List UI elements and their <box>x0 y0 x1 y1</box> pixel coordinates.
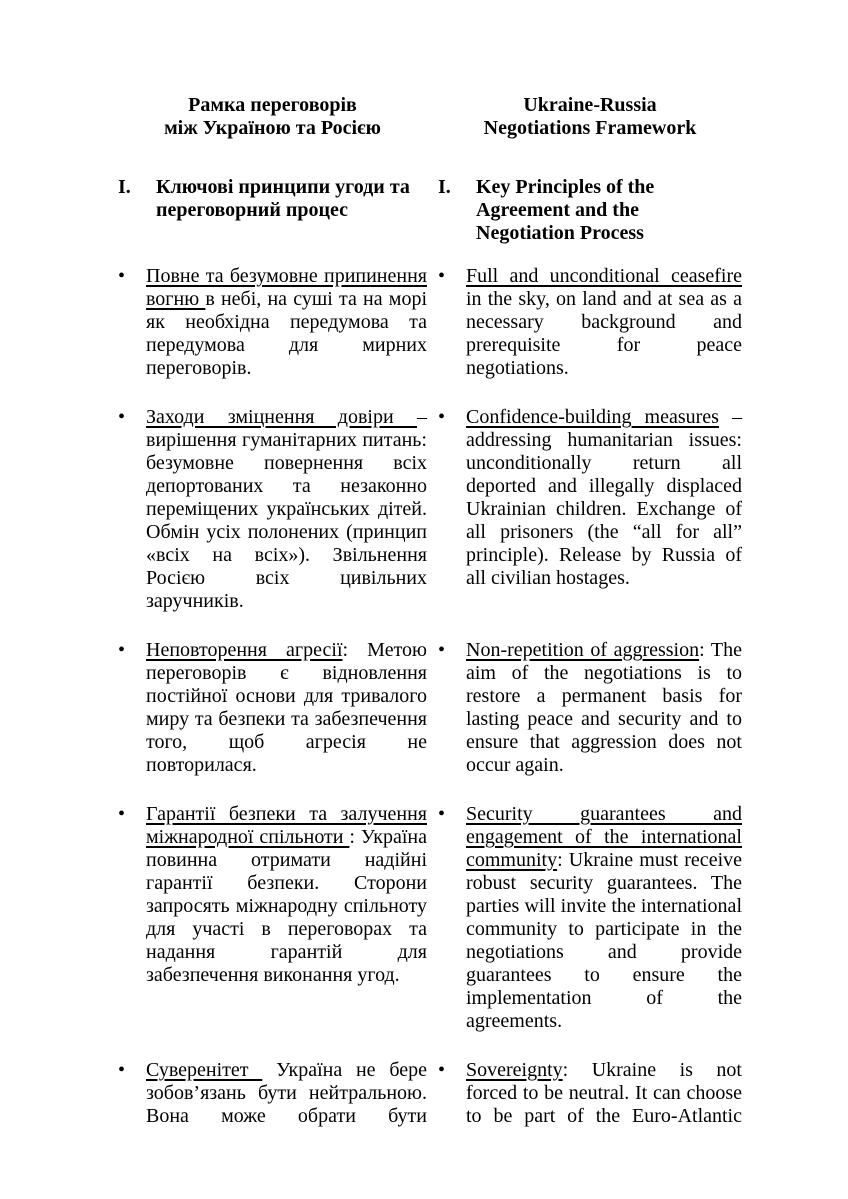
bullet-text: : Ukraine is not forced to be neutral. It can choose to be part of the Euro-Atlantic <box>466 1059 742 1127</box>
bullet-row-security-guarantees <box>118 803 742 1033</box>
bullet-paragraph <box>466 406 742 613</box>
bullet-icon: • <box>118 639 126 661</box>
bullet-row-sovereignty <box>118 1059 742 1128</box>
bullet-lead-underlined: Security guarantees and engagement of the international community <box>466 803 742 871</box>
bullet-lead-underlined: Неповторення агресії <box>146 639 343 661</box>
section-heading-en <box>438 176 742 245</box>
ua-bullet-sovereignty <box>118 1059 427 1128</box>
bullet-paragraph <box>466 265 742 380</box>
en-bullet-ceasefire <box>438 265 742 380</box>
bullet-paragraph <box>146 265 427 380</box>
bullet-text: Україна не бере зобов’язань бути нейтральною. Вона може обрати бути <box>146 1059 427 1127</box>
bullet-lead-underlined: Заходи зміцнення довіри <box>146 406 417 428</box>
en-bullet-confidence-measures <box>438 406 742 613</box>
bullet-text: – addressing humanitarian issues: unconditionally return all deported and illegally displaced Ukrainian children. Exchange of all prisoners (the “all for all” principle). Release by Russia of all civilian hostages. <box>466 406 742 589</box>
title-ua-line1: Рамка переговорів <box>188 94 357 116</box>
bullet-icon: • <box>438 639 446 661</box>
bullet-paragraph <box>146 1059 427 1128</box>
title-ukrainian <box>118 94 427 140</box>
bullet-lead-underlined: Гарантії безпеки та залучення міжнародної спільноти <box>146 803 427 848</box>
section-heading-ua <box>118 176 427 245</box>
title-ua-line2: між Україною та Росією <box>164 117 381 139</box>
bullet-paragraph <box>146 803 427 1033</box>
bullet-icon: • <box>438 265 446 287</box>
en-bullet-security-guarantees <box>438 803 742 1033</box>
section-heading-row <box>118 176 742 245</box>
bullet-lead-underlined: Confidence-building measures <box>466 406 719 428</box>
bullet-paragraph <box>146 639 427 777</box>
bullet-row-ceasefire <box>118 265 742 380</box>
bullet-icon: • <box>438 406 446 428</box>
bullet-icon: • <box>118 265 126 287</box>
title-en-line1: Ukraine-Russia <box>523 94 657 116</box>
bullet-lead-underlined: Non-repetition of aggression <box>466 639 700 661</box>
bullet-lead-underlined: Sovereignty <box>466 1059 563 1081</box>
section-number-ua: I. <box>118 176 131 198</box>
bullet-icon: • <box>118 1059 126 1081</box>
bullet-paragraph <box>146 406 427 613</box>
section-number-en: I. <box>438 176 451 198</box>
ua-bullet-confidence-measures <box>118 406 427 613</box>
bullet-lead-underlined: Повне та безумовне припинення вогню <box>146 265 427 310</box>
bullet-icon: • <box>118 803 126 825</box>
en-bullet-non-repetition <box>438 639 742 777</box>
title-row <box>118 94 742 140</box>
bullet-text: – вирішення гуманітарних питань: безумовне повернення всіх депортованих та незаконно переміщених українських дітей. Обмін усіх полонених (принцип «всіх на всіх»). Звільнення Росією всіх цивільних заручників. <box>146 406 427 612</box>
bullet-lead-underlined: Full and unconditional ceasefire <box>466 265 742 287</box>
bullet-text: : Ukraine must receive robust security guarantees. The parties will invite the international community to participate in the negotiations and provide guarantees to ensure the implementation of the agreements. <box>466 849 742 1032</box>
bullet-icon: • <box>118 406 126 428</box>
bullet-paragraph <box>466 803 742 1033</box>
bullet-text: в небі, на суші та на морі як необхідна передумова та передумова для мирних переговорів. <box>146 288 428 379</box>
document-content <box>118 94 742 1154</box>
bullet-text: : Україна повинна отримати надійні гарантії безпеки. Сторони запросять міжнародну спільноту для участі в переговорах та надання гарантій для забезпечення виконання угод. <box>146 826 427 986</box>
title-english <box>438 94 742 140</box>
bullet-text: in the sky, on land and at sea as a necessary background and prerequisite for peace negotiations. <box>466 288 742 379</box>
bullet-lead-underlined: Суверенітет <box>146 1059 263 1081</box>
bullet-paragraph <box>466 1059 742 1128</box>
bullet-paragraph <box>466 639 742 777</box>
section-heading-ua-text: Ключові принципи угоди та переговорний процес <box>156 176 410 221</box>
bullet-text: : Метою переговорів є відновлення постійної основи для тривалого миру та безпеки та забезпечення того, щоб агресія не повторилася. <box>146 639 427 776</box>
ua-bullet-ceasefire <box>118 265 427 380</box>
bullet-icon: • <box>438 803 446 825</box>
en-bullet-sovereignty <box>438 1059 742 1128</box>
ua-bullet-security-guarantees <box>118 803 427 1033</box>
bullet-text: : The aim of the negotiations is to restore a permanent basis for lasting peace and security and to ensure that aggression does not occur again. <box>466 639 742 776</box>
bullet-row-confidence-measures <box>118 406 742 613</box>
bullet-row-non-repetition <box>118 639 742 777</box>
bullet-icon: • <box>438 1059 446 1081</box>
title-en-line2: Negotiations Framework <box>483 117 697 139</box>
ua-bullet-non-repetition <box>118 639 427 777</box>
section-heading-en-text: Key Principles of the Agreement and the Negotiation Process <box>476 176 655 244</box>
